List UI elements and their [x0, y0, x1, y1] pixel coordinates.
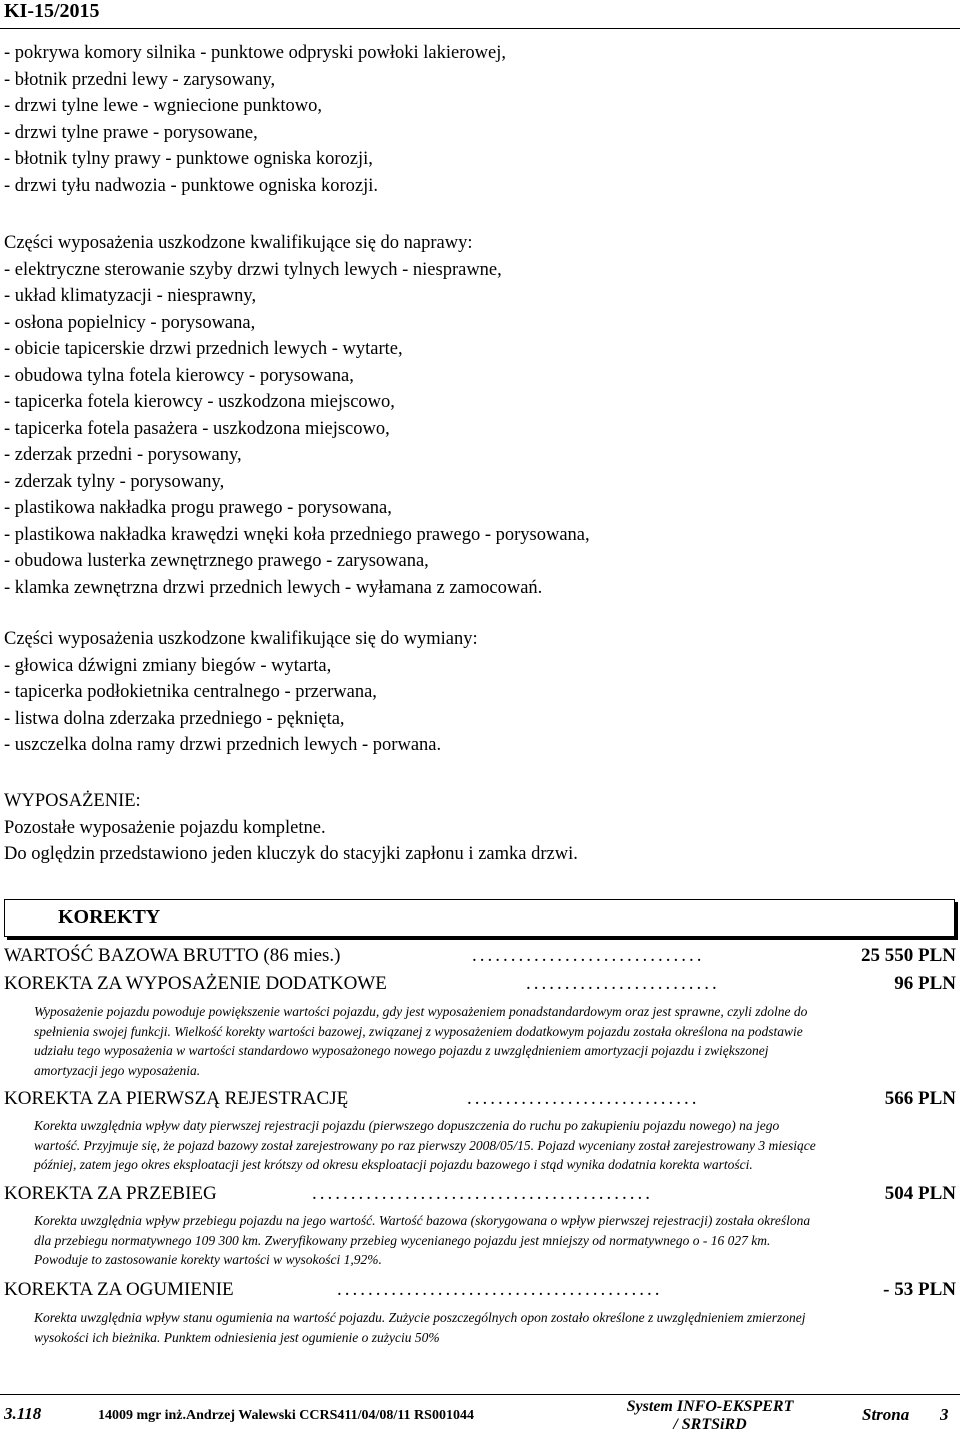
list-item: - drzwi tylne lewe - wgniecione punktowo, — [4, 96, 323, 116]
list-item: - plastikowa nakładka progu prawego - porysowana, — [4, 498, 392, 518]
mileage-correction-row — [4, 1183, 956, 1209]
list-item: - głowica dźwigni zmiany biegów - wytarta, — [4, 655, 332, 676]
list-item: - tapicerka fotela kierowcy - uszkodzona miejscowo, — [4, 392, 395, 412]
tires-correction-note — [34, 1308, 934, 1347]
note-line: dla przebiegu normatywnego 109 300 km. Zweryfikowany przebieg wycenianego pojazdu jest mniejszy od normatywnego o - 16 027 km. — [34, 1232, 771, 1248]
leader-dots: .............................. — [472, 945, 705, 966]
korekty-banner — [4, 899, 955, 937]
row-value: - 53 PLN — [883, 1279, 956, 1300]
paragraph: Pozostałe wyposażenie pojazdu kompletne. — [4, 817, 326, 838]
list-item: - drzwi tyłu nadwozia - punktowe ogniska korozji. — [4, 175, 379, 196]
row-value: 566 PLN — [884, 1088, 956, 1109]
footer-divider — [0, 1394, 960, 1395]
list-item: - układ klimatyzacji - niesprawny, — [4, 286, 257, 306]
note-line: Wyposażenie pojazdu powoduje powiększenie wartości pojazdu, gdy jest wyposażeniem ponadstandardowym oraz jest sprawne, czyli zdolne do — [34, 1004, 808, 1019]
note-line: wartość. Przyjmuje się, że pojazd bazowy został zarejestrowany po raz pierwszy 2008/05/15. Pojazd wyceniany został zarejestrowany 3 miesiące — [34, 1137, 816, 1153]
korekty-title: KOREKTY — [58, 906, 161, 928]
leader-dots: ......................... — [526, 973, 720, 994]
footer-page-number: 3 — [940, 1405, 949, 1424]
note-line: wysokości ich bieżnika. Punktem odniesienia jest ogumienie o zużyciu 50% — [34, 1329, 440, 1345]
note-line: Powoduje to zastosowanie korekty wartości w wysokości 1,92%. — [34, 1252, 382, 1267]
footer-version: 3.118 — [4, 1404, 42, 1423]
repair-parts-list — [4, 230, 954, 601]
row-label: KOREKTA ZA OGUMIENIE — [4, 1279, 234, 1300]
row-value: 96 PLN — [894, 973, 956, 994]
list-item: - plastikowa nakładka krawędzi wnęki koła przedniego prawego - porysowana, — [4, 524, 590, 545]
footer-system-name: System INFO-EKSPERT — [626, 1398, 794, 1415]
row-value: 25 550 PLN — [861, 945, 956, 966]
list-item: - klamka zewnętrzna drzwi przednich lewych - wyłamana z zamocowań. — [4, 577, 543, 598]
equipment-section — [4, 788, 954, 868]
note-line: Korekta uwzględnia wpływ przebiegu pojazdu na jego wartość. Wartość bazowa (skorygowana o wpływ pierwszej rejestracji) została określona — [34, 1213, 811, 1228]
leader-dots: .......................................... — [337, 1279, 663, 1300]
note-line: udziału tego wyposażenia w wartości standardowo wyposażonego nowego pojazdu z uwzględnieniem amortyzacji pojazdu i zwiększonej — [34, 1043, 769, 1058]
row-label: WARTOŚĆ BAZOWA BRUTTO (86 mies.) — [4, 945, 341, 966]
footer-page-label: Strona — [862, 1405, 910, 1424]
mileage-correction-note — [34, 1211, 934, 1270]
replace-parts-list — [4, 626, 954, 759]
list-item: - pokrywa komory silnika - punktowe odpryski powłoki lakierowej, — [4, 43, 506, 63]
list-item: - tapicerka podłokietnika centralnego - przerwana, — [4, 682, 377, 702]
note-line: Korekta uwzględnia wpływ stanu ogumienia na wartość pojazdu. Zużycie poszczególnych opon zostało określone z uwzględnieniem zmierzonej — [34, 1310, 806, 1325]
row-value: 504 PLN — [884, 1183, 956, 1204]
footer-author: 14009 mgr inż.Andrzej Walewski CCRS411/04/08/11 RS001044 — [98, 1408, 474, 1423]
list-item: - błotnik przedni lewy - zarysowany, — [4, 69, 276, 90]
list-item: - zderzak tylny - porysowany, — [4, 471, 225, 492]
equipment-correction-note — [34, 1002, 934, 1080]
list-item: - uszczelka dolna ramy drzwi przednich lewych - porwana. — [4, 735, 442, 755]
list-item: - elektryczne sterowanie szyby drzwi tylnych lewych - niesprawne, — [4, 259, 502, 280]
row-label: KOREKTA ZA WYPOSAŻENIE DODATKOWE — [4, 973, 387, 994]
list-item: - obudowa lusterka zewnętrznego prawego - zarysowana, — [4, 551, 429, 571]
section-heading: Części wyposażenia uszkodzone kwalifikujące się do wymiany: — [4, 629, 478, 649]
list-item: - drzwi tylne prawe - porysowane, — [4, 122, 258, 143]
list-item: - zderzak przedni - porysowany, — [4, 445, 242, 465]
list-item: - osłona popielnicy - porysowana, — [4, 312, 256, 333]
section-heading: Części wyposażenia uszkodzone kwalifikujące się do naprawy: — [4, 233, 473, 253]
base-value-row — [4, 945, 956, 971]
registration-correction-row — [4, 1088, 956, 1114]
footer-system — [620, 1398, 800, 1434]
note-line: Korekta uwzględnia wpływ daty pierwszej rejestracji pojazdu (pierwszego dopuszczenia do ruchu po zakupieniu pojazdu nowego) na jego — [34, 1118, 780, 1133]
row-label: KOREKTA ZA PIERWSZĄ REJESTRACJĘ — [4, 1088, 349, 1109]
body-damage-list — [4, 40, 954, 199]
note-line: amortyzacji jego wyposażenia. — [34, 1062, 201, 1078]
row-label: KOREKTA ZA PRZEBIEG — [4, 1183, 217, 1204]
list-item: - tapicerka fotela pasażera - uszkodzona miejscowo, — [4, 418, 390, 439]
leader-dots: ............................................ — [312, 1183, 653, 1204]
note-line: spełnienia swojej funkcji. Wielkość korekty wartości bazowej, związanej z wyposażeniem dodatkowym pojazdu została określona na podstawie — [34, 1023, 803, 1039]
document-id: KI-15/2015 — [4, 0, 100, 22]
list-item: - listwa dolna zderzaka przedniego - pęknięta, — [4, 708, 345, 729]
equipment-correction-row — [4, 973, 956, 999]
header-divider — [0, 28, 960, 29]
paragraph: Do oględzin przedstawiono jeden kluczyk do stacyjki zapłonu i zamka drzwi. — [4, 844, 578, 864]
tires-correction-row — [4, 1279, 956, 1305]
list-item: - obudowa tylna fotela kierowcy - porysowana, — [4, 365, 354, 386]
footer-system-sub: / SRTSiRD — [673, 1416, 747, 1433]
list-item: - błotnik tylny prawy - punktowe ogniska korozji, — [4, 149, 373, 169]
section-heading: WYPOSAŻENIE: — [4, 791, 141, 811]
leader-dots: .............................. — [467, 1088, 700, 1109]
note-line: później, zatem jego okres eksploatacji jest krótszy od okresu eksploatacji pojazdu bazowego i stąd wynika dodatnia korekta wartości. — [34, 1157, 753, 1172]
list-item: - obicie tapicerskie drzwi przednich lewych - wytarte, — [4, 339, 403, 359]
registration-correction-note — [34, 1116, 934, 1175]
